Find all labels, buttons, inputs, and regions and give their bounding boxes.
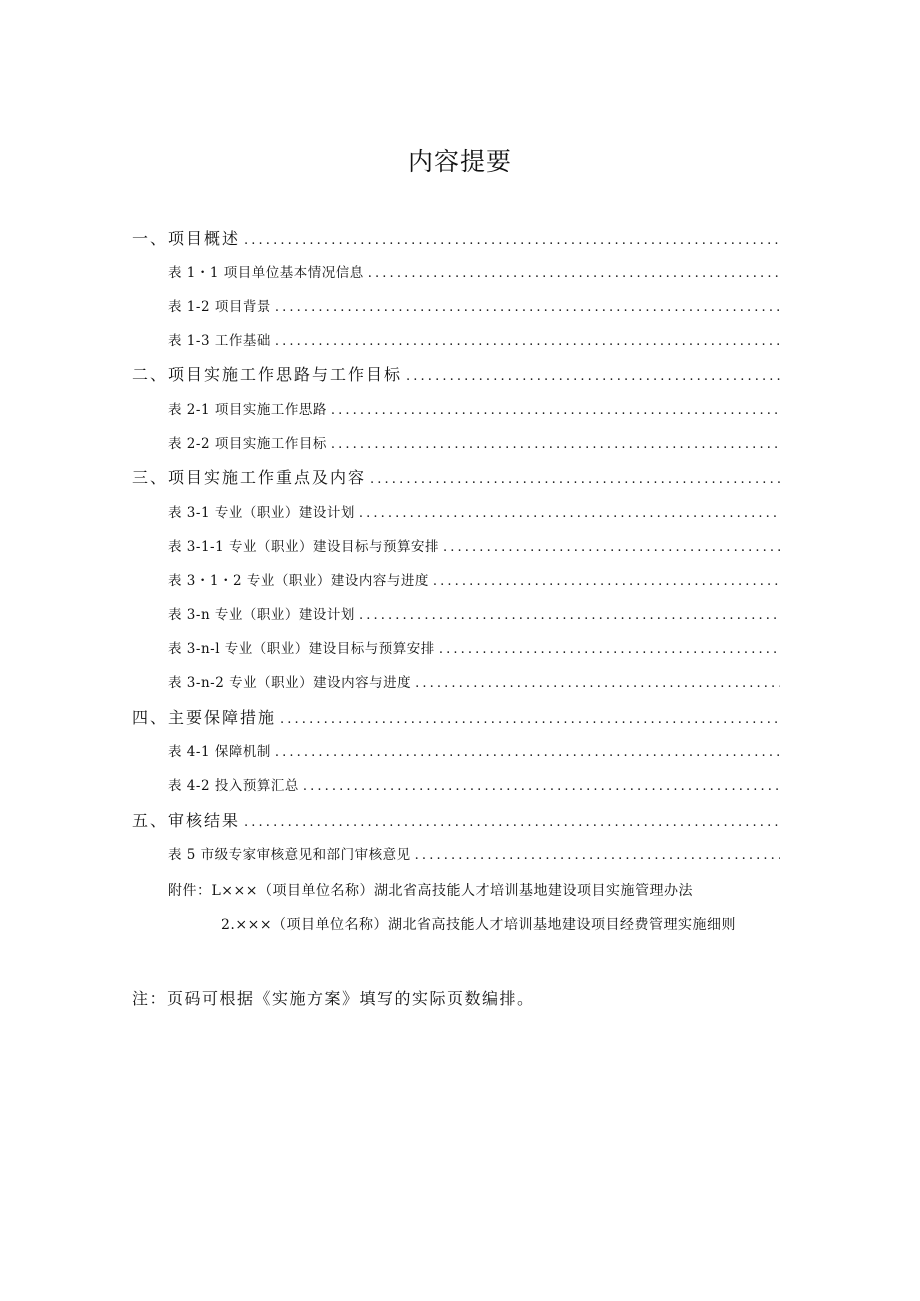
toc-label: 表 3-n-l 专业（职业）建设目标与预算安排: [168, 641, 435, 657]
toc-entry-1-3[interactable]: [168, 329, 780, 349]
toc-label: 表 1-3 工作基础: [168, 333, 271, 349]
dot-leader: [303, 778, 780, 794]
toc-label: 表 3-1 专业（职业）建设计划: [168, 505, 355, 521]
dot-leader: [275, 299, 780, 315]
toc-label: 一、项目概述: [132, 229, 241, 248]
dot-leader: [368, 265, 780, 281]
dot-leader: [331, 402, 780, 418]
dot-leader: [406, 365, 780, 384]
attachment-1: 附件：L×××（项目单位名称）湖北省高技能人才培训基地建设项目实施管理办法: [168, 883, 693, 899]
toc-label: 表 1・1 项目单位基本情况信息: [168, 265, 364, 281]
toc-label: 表 1-2 项目背景: [168, 299, 271, 315]
dot-leader: [280, 708, 780, 727]
toc-label: 二、项目实施工作思路与工作目标: [132, 365, 403, 384]
toc-label: 五、审核结果: [132, 811, 241, 830]
dot-leader: [433, 573, 780, 589]
toc-entry-2-2[interactable]: [168, 432, 780, 452]
dot-leader: [331, 436, 780, 452]
toc-label: 表 3-n-2 专业（职业）建设内容与进度: [168, 675, 412, 691]
dot-leader: [359, 505, 780, 521]
toc-entry-5[interactable]: [168, 843, 780, 863]
dot-leader: [439, 641, 780, 657]
toc-label: 表 3・1・2 专业（职业）建设内容与进度: [168, 573, 429, 589]
toc-label: 表 4-1 保障机制: [168, 744, 271, 760]
dot-leader: [415, 675, 780, 691]
dot-leader: [275, 744, 780, 760]
toc-entry-3-n-1[interactable]: [168, 637, 780, 657]
toc-label: 四、主要保障措施: [132, 708, 277, 727]
toc-section-5[interactable]: [132, 808, 780, 831]
attachment-2: 2.×××（项目单位名称）湖北省高技能人才培训基地建设项目经费管理实施细则: [221, 917, 737, 933]
toc-entry-3-1-1[interactable]: [168, 535, 780, 555]
toc-entry-1-2[interactable]: [168, 295, 780, 315]
dot-leader: [244, 229, 780, 248]
dot-leader: [370, 468, 780, 487]
toc-label: 表 3-n 专业（职业）建设计划: [168, 607, 355, 623]
toc-section-4[interactable]: [132, 705, 780, 728]
dot-leader: [359, 607, 780, 623]
toc-label: 表 4-2 投入预算汇总: [168, 778, 299, 794]
toc-entry-3-1-2[interactable]: [168, 569, 780, 589]
dot-leader: [244, 811, 780, 830]
page-number-note: 注：页码可根据《实施方案》填写的实际页数编排。: [132, 989, 535, 1008]
dot-leader: [443, 539, 780, 555]
toc-entry-3-n-2[interactable]: [168, 671, 780, 691]
toc-section-1[interactable]: [132, 226, 780, 249]
toc-entry-4-1[interactable]: [168, 740, 780, 760]
toc-section-2[interactable]: [132, 362, 780, 385]
toc-label: 表 3-1-1 专业（职业）建设目标与预算安排: [168, 539, 439, 555]
page-title: 内容提要: [407, 147, 512, 176]
toc-label: 三、项目实施工作重点及内容: [132, 468, 367, 487]
dot-leader: [415, 847, 780, 863]
toc-section-3[interactable]: [132, 465, 780, 488]
toc-label: 表 2-2 项目实施工作目标: [168, 436, 327, 452]
toc-label: 表 5 市级专家审核意见和部门审核意见: [168, 847, 411, 863]
toc-label: 表 2-1 项目实施工作思路: [168, 402, 327, 418]
toc-entry-3-n[interactable]: [168, 603, 780, 623]
toc-entry-2-1[interactable]: [168, 398, 780, 418]
toc-entry-3-1[interactable]: [168, 501, 780, 521]
toc-entry-1-1[interactable]: [168, 261, 780, 281]
dot-leader: [275, 333, 780, 349]
toc-entry-4-2[interactable]: [168, 774, 780, 794]
